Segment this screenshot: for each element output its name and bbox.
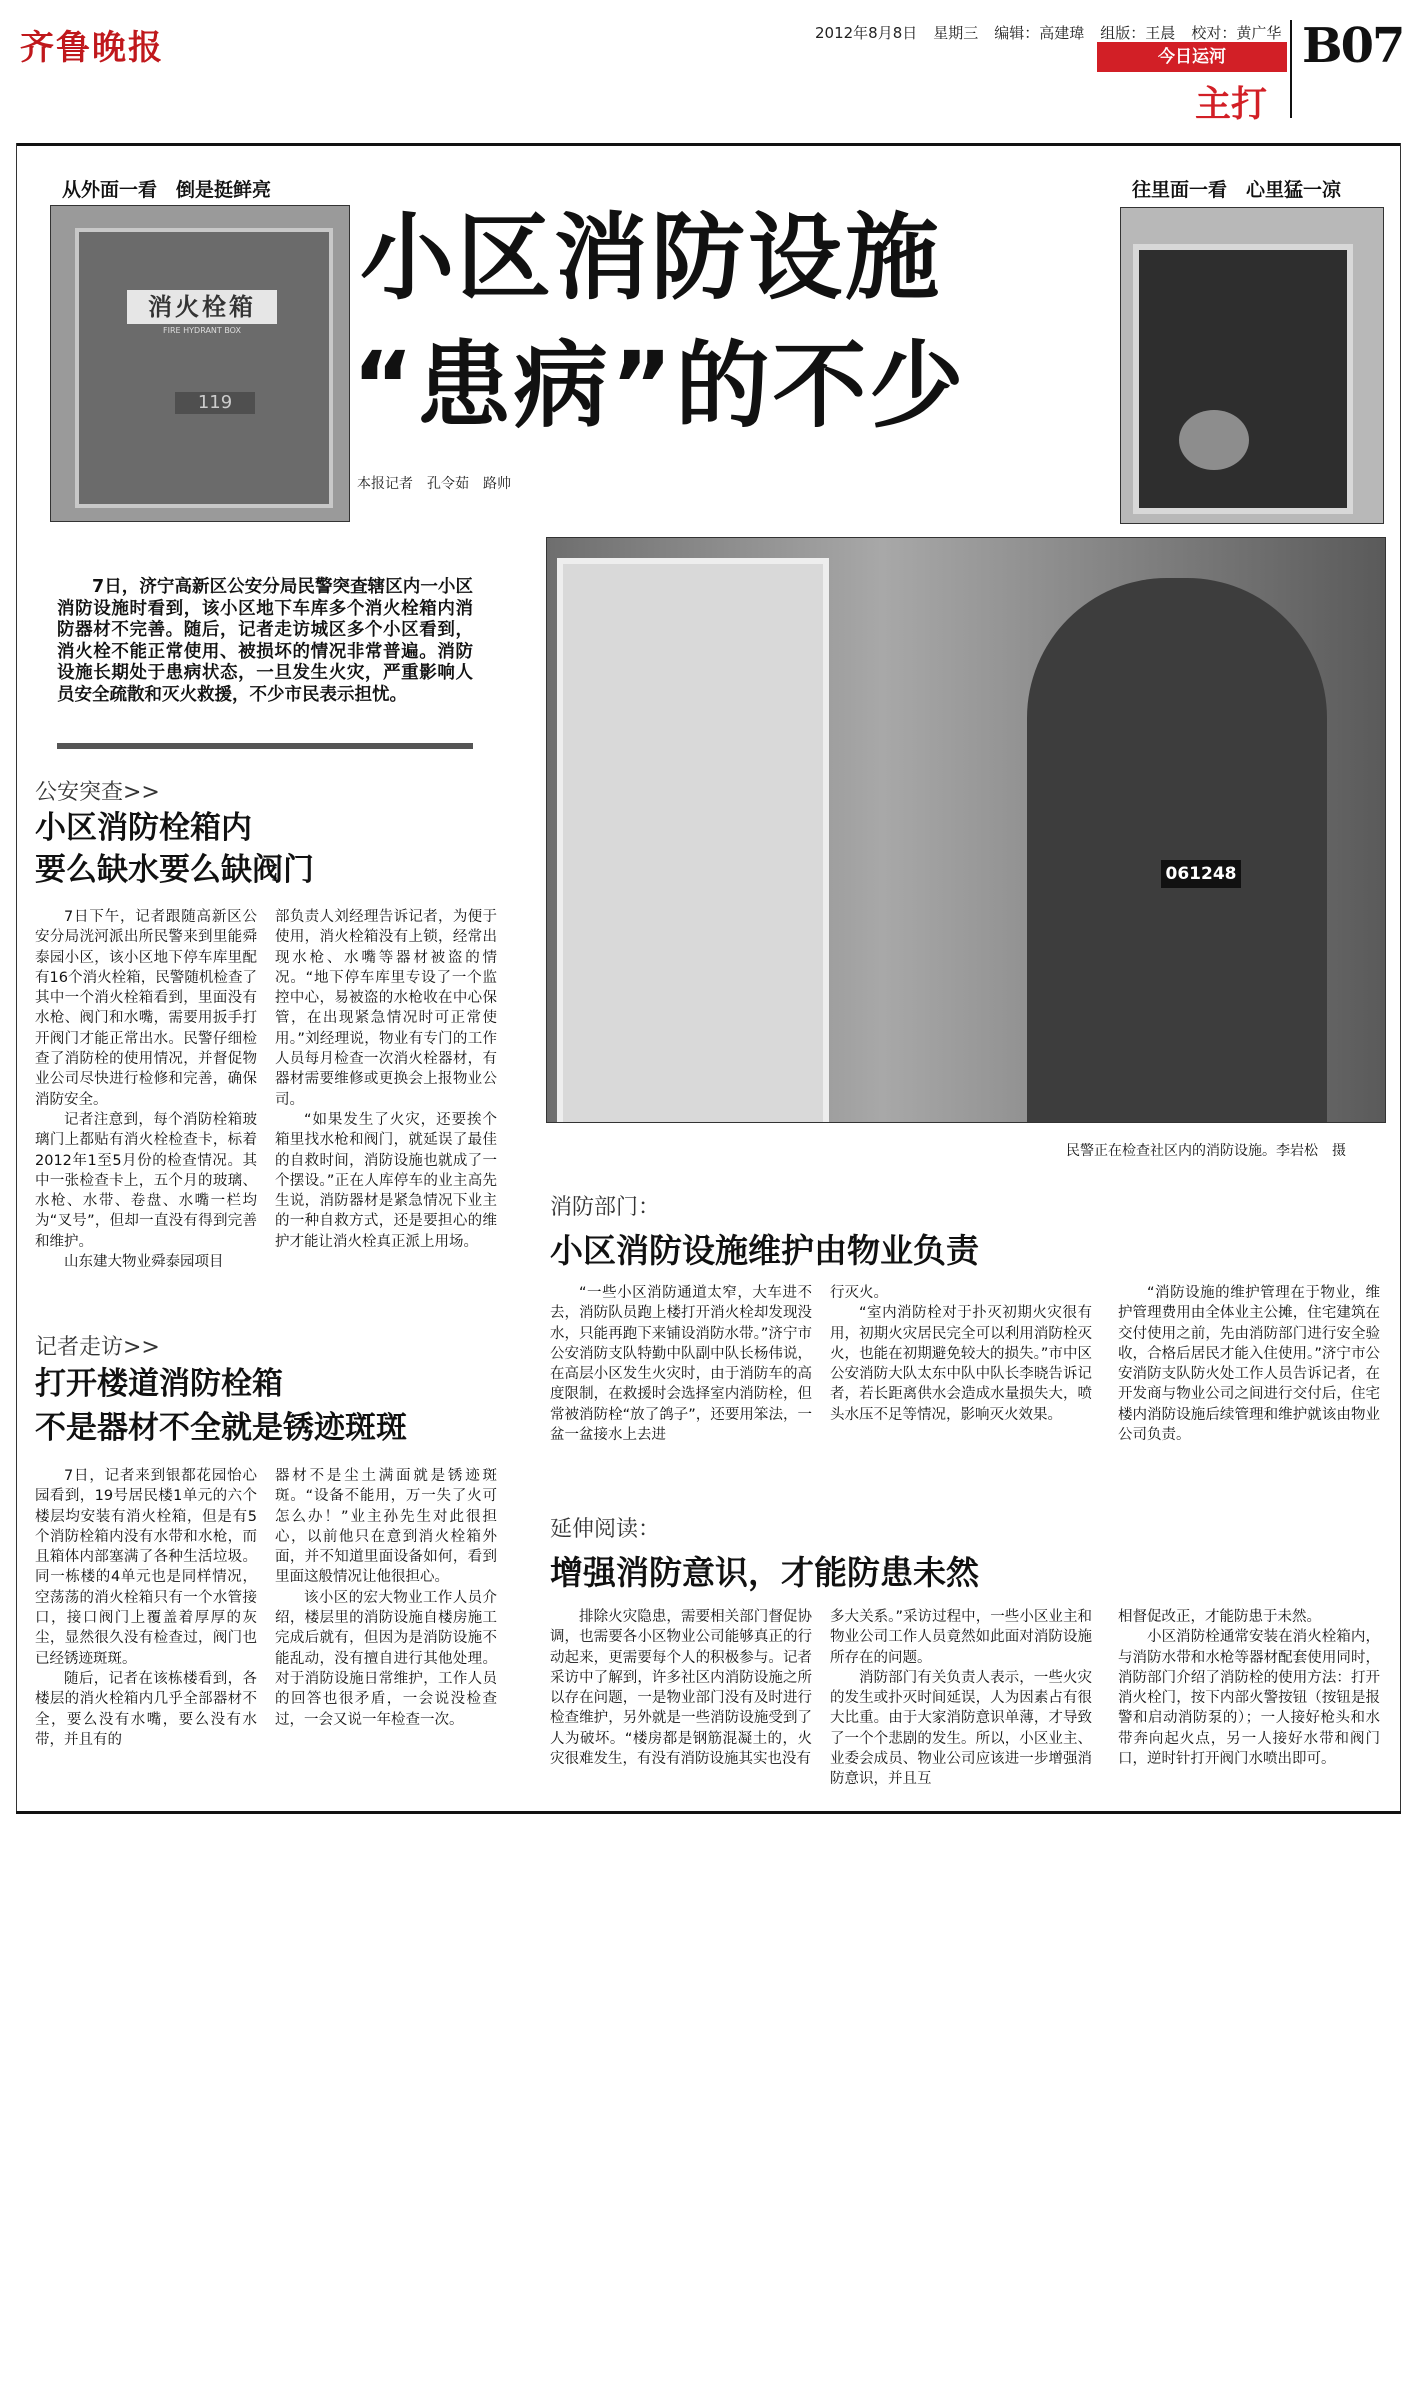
- box-label-en: FIRE HYDRANT BOX: [163, 326, 241, 335]
- lead-underline: [57, 743, 473, 749]
- proofreader: 校对：黄广华: [1191, 24, 1282, 42]
- officer-figure: [1027, 578, 1327, 1122]
- section4-headline: 增强消防意识，才能防患未然: [550, 1553, 979, 1592]
- box-label: 消火栓箱: [127, 290, 277, 324]
- section2-headline-1: 打开楼道消防栓箱: [35, 1366, 283, 1402]
- section3-col2: [830, 1283, 1092, 1425]
- hydrant-box-exterior: [75, 228, 333, 508]
- section2-para2: 随后，记者在该栋楼看到，各楼层的消火栓箱内几乎全部器材不全，要么没有水嘴，要么没有水带，并且有的: [35, 1670, 257, 1748]
- column-label: 主打: [1195, 84, 1268, 125]
- bottom-rule: [16, 1811, 1401, 1814]
- main-title-line1: 小区消防设施: [360, 204, 943, 313]
- section4-para3: 消防部门有关负责人表示，一些火灾的发生或扑灭时间延误，人为因素占有很大比重。由于大家消防意识单薄，才导致了一个个悲剧的发生。所以，小区业主、业委会成员、物业公司应该进一步增强消防意识，并且互: [830, 1669, 1092, 1788]
- section-label: 今日运河: [1097, 42, 1287, 72]
- byline: 本报记者 孔令茹 路帅: [357, 476, 511, 492]
- header-divider: [1290, 20, 1292, 118]
- hydrant-box-interior: [1133, 244, 1353, 514]
- section4-kicker: 延伸阅读：: [550, 1517, 661, 1542]
- section4-para2: 多大关系。”采访过程中，一些小区业主和物业公司工作人员竟然如此面对消防设施所存在的问题。: [830, 1609, 1092, 1666]
- badge-number: 061248: [1161, 860, 1241, 888]
- main-title-line2: “患病”的不少: [352, 332, 967, 441]
- section4-col1: [550, 1607, 812, 1769]
- masthead-logo: 齐鲁晚报: [20, 28, 164, 68]
- page-number: B07: [1302, 18, 1404, 74]
- issue-date: 2012年8月8日: [815, 24, 918, 42]
- section4-para1: 排除火灾隐患，需要相关部门督促协调，也需要各小区物业公司能够真正的行动起来，更需要每个人的积极参与。记者采访中了解到，许多社区内消防设施之所以存在问题，一是物业部门没有及时进行检查维护，另外就是一些消防设施受到了人为破坏。“楼房都是钢筋混凝土的，火灾很难发生，有没有消防设施其实也没有: [550, 1609, 812, 1768]
- top-rule: [16, 143, 1401, 146]
- lead-paragraph: 7日，济宁高新区公安分局民警突查辖区内一小区消防设施时看到，该小区地下车库多个消火栓箱内消防器材不完善。随后，记者走访城区多个小区看到，消火栓不能正常使用、被损坏的情况非常普遍。消防设施长期处于患病状态，一旦发生火灾，严重影响人员安全疏散和灭火救援，不少市民表示担忧。: [57, 577, 473, 705]
- section4-col3: [1118, 1607, 1380, 1769]
- section1-para2: 记者注意到，每个消防栓箱玻璃门上都贴有消火栓检查卡，标着2012年1至5月份的检查情况。其中一张检查卡上，五个月的玻璃、水枪、水带、卷盘、水嘴一栏均为“叉号”，但却一直没有得到完善和维护。: [35, 1111, 257, 1250]
- section1-para1: 7日下午，记者跟随高新区公安分局洸河派出所民警来到里能舜泰园小区，该小区地下停车库里配有16个消火栓箱，民警随机检查了其中一个消火栓箱看到，里面没有水枪、阀门和水嘴，需要用扳手打开阀门才能正常出水。民警仔细检查了消防栓的使用情况，并督促物业公司尽快进行检修和完善，确保消防安全。: [35, 909, 257, 1108]
- right-border: [1400, 143, 1401, 1813]
- section1-para5: “如果发生了火灾，还要挨个箱里找水枪和阀门，就延误了最佳的自救时间，消防设施也就成了一个摆设。”正在人库停车的业主高先生说，消防器材是紧急情况下业主的一种自救方式，还是要担心的维护才能让消火栓真正派上用场。: [275, 1111, 497, 1250]
- section4-col2: [830, 1607, 1092, 1790]
- section3-para2: 行灭火。: [830, 1285, 888, 1301]
- weekday: 星期三: [933, 24, 979, 42]
- hose-cabinet: [557, 558, 829, 1123]
- section1-col2: [275, 907, 497, 1252]
- section2-para1: 7日，记者来到银都花园怡心园看到，19号居民楼1单元的六个楼层均安装有消火栓箱，但是有5个消防栓箱内没有水带和水枪，而且箱体内部塞满了各种生活垃圾。同一栋楼的4单元也是同样情况，空荡荡的消火栓箱只有一个水管接口，接口阀门上覆盖着厚厚的灰尘，显然很久没有检查过，阀门也已经锈迹斑斑。: [35, 1468, 257, 1667]
- section2-col1: [35, 1466, 257, 1750]
- section2-headline-2: 不是器材不全就是锈迹斑斑: [35, 1410, 407, 1446]
- valve-shape: [1179, 410, 1249, 470]
- center-photo: [546, 537, 1386, 1123]
- section2-para3: 器材不是尘土满面就是锈迹斑斑。“设备不能用，万一失了火可怎么办！”业主孙先生对此很担心，以前他只在意到消火栓箱外面，并不知道里面设备如何，看到里面这般情况让他很担心。: [275, 1468, 497, 1586]
- section3-para3: “室内消防栓对于扑灭初期火灾很有用，初期火灾居民完全可以利用消防栓灭火，也能在初期避免较大的损失。”市中区公安消防大队太东中队中队长李晓告诉记者，若长距离供水会造成水量损失大，喷头水压不足等情况，影响灭火效果。: [830, 1305, 1092, 1423]
- section1-para4: 部负责人刘经理告诉记者，为便于使用，消火栓箱没有上锁，经常出现水枪、水嘴等器材被盗的情况。“地下停车库里专设了一个监控中心，易被盗的水枪收在中心保管，在出现紧急情况时可正常使用。”刘经理说，物业有专门的工作人员每月检查一次消火栓器材，有器材需要维修或更换会上报物业公司。: [275, 909, 497, 1108]
- section1-headline-1: 小区消防栓箱内: [35, 810, 252, 846]
- section3-para4: “消防设施的维护管理在于物业，维护管理费用由全体业主公摊，住宅建筑在交付使用之前，先由消防部门进行安全验收，合格后居民才能入住使用。”济宁市公安消防支队防火处工作人员告诉记者，在开发商与物业公司之间进行交付后，住宅楼内消防设施后续管理和维护就该由物业公司负责。: [1118, 1285, 1380, 1444]
- layout-editor: 组版：王晨: [1100, 24, 1176, 42]
- left-photo-caption: 从外面一看 倒是挺鲜亮: [62, 179, 272, 201]
- section1-kicker: 公安突查>>: [35, 780, 160, 805]
- section2-para4: 该小区的宏大物业工作人员介绍，楼层里的消防设施自楼房施工完成后就有，但因为是消防设施不能乱动，没有擅自进行其他处理。对于消防设施日常维护，工作人员的回答也很矛盾，一会说没检查过，一会又说一年检查一次。: [275, 1589, 497, 1728]
- section3-headline: 小区消防设施维护由物业负责: [550, 1231, 979, 1270]
- section3-kicker: 消防部门：: [550, 1195, 661, 1220]
- editor: 编辑：高建瑋: [994, 24, 1085, 42]
- section3-para1: “一些小区消防通道太窄，大车进不去，消防队员跑上楼打开消火栓却发现没水，只能再跑下来铺设消防水带。”济宁市公安消防支队特勤中队副中队长杨伟说，在高层小区发生火灾时，由于消防车的高度限制，在救援时会选择室内消防栓，但常被消防栓“放了鸽子”，还要用笨法，一盆一盆接水上去进: [550, 1285, 812, 1444]
- section3-col3: [1118, 1283, 1380, 1445]
- section2-col2: [275, 1466, 497, 1730]
- section2-kicker: 记者走访>>: [35, 1335, 160, 1360]
- section1-headline-2: 要么缺水要么缺阀门: [35, 852, 314, 888]
- box-number: 119: [175, 392, 255, 414]
- center-photo-caption: 民警正在检查社区内的消防设施。李岩松 摄: [1066, 1143, 1346, 1159]
- page-meta: [815, 22, 1297, 43]
- section4-para5: 小区消防栓通常安装在消火栓箱内，与消防水带和水枪等器材配套使用同时，消防部门介绍了消防栓的使用方法：打开消火栓门，按下内部火警按钮（按钮是报警和启动消防泵的）；一人接好枪头和水带奔向起火点，另一人接好水带和阀门口，逆时针打开阀门水喷出即可。: [1118, 1629, 1380, 1768]
- section3-col1: [550, 1283, 812, 1445]
- left-photo: [50, 205, 350, 522]
- left-border: [16, 143, 17, 1813]
- section1-para3: 山东建大物业舜泰园项目: [64, 1254, 224, 1271]
- right-photo-caption: 往里面一看 心里猛一凉: [1132, 179, 1342, 201]
- section4-para4: 相督促改正，才能防患于未然。: [1118, 1609, 1321, 1625]
- right-photo: [1120, 207, 1384, 524]
- section1-col1: [35, 907, 257, 1272]
